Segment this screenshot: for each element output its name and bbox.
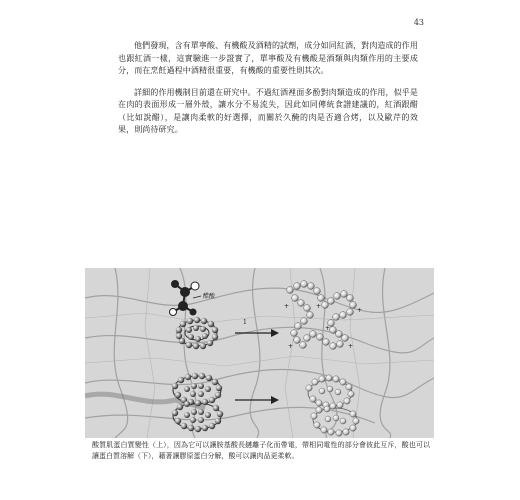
figure-illustration bbox=[85, 268, 434, 438]
svg-text:+: + bbox=[357, 307, 363, 314]
acid-label: 醋酸 bbox=[203, 293, 216, 300]
svg-text:+: + bbox=[284, 303, 290, 310]
svg-text:+: + bbox=[325, 325, 331, 332]
svg-text:+: + bbox=[316, 303, 322, 310]
paragraph: 他們發現，含有單寧酸、有機酸及酒精的試劑，成分如同紅酒，對肉造成的作用也跟紅酒一樣，這實驗進一步證實了，單寧酸及有機酸是酒類與肉類作用的主要成分，而在烹飪過程中酒精很重要，有機酸的重要性則其次。 bbox=[118, 41, 418, 75]
svg-text:+: + bbox=[288, 343, 294, 350]
svg-text:+: + bbox=[348, 343, 354, 350]
body-text bbox=[118, 40, 418, 146]
figure-caption: 酸質肌蛋白質變性（上），因為它可以讓胺基酸長鏈離子化而帶電，帶相同電性的部分會彼此互斥，酸也可以讓蛋白質溶解（下），藉著讓膠原蛋白分解，酸可以讓肉品更柔軟。 bbox=[92, 441, 430, 460]
page-number: 43 bbox=[413, 18, 424, 27]
protein-denaturation-figure bbox=[85, 268, 434, 438]
arrow-label: 1 bbox=[243, 319, 247, 326]
paragraph: 詳細的作用機制目前還在研究中。不過紅酒裡面多酚對肉類造成的作用，似乎是在肉的表面形成一層外殼，讓水分不易流失，因此如同傳統食譜建議的，紅酒跟醋（比如說醋），是讓肉柔軟的好選擇，而關於久醃的肉是否適合烤，以及歐芹的效果，則尚待研究。 bbox=[118, 87, 418, 134]
